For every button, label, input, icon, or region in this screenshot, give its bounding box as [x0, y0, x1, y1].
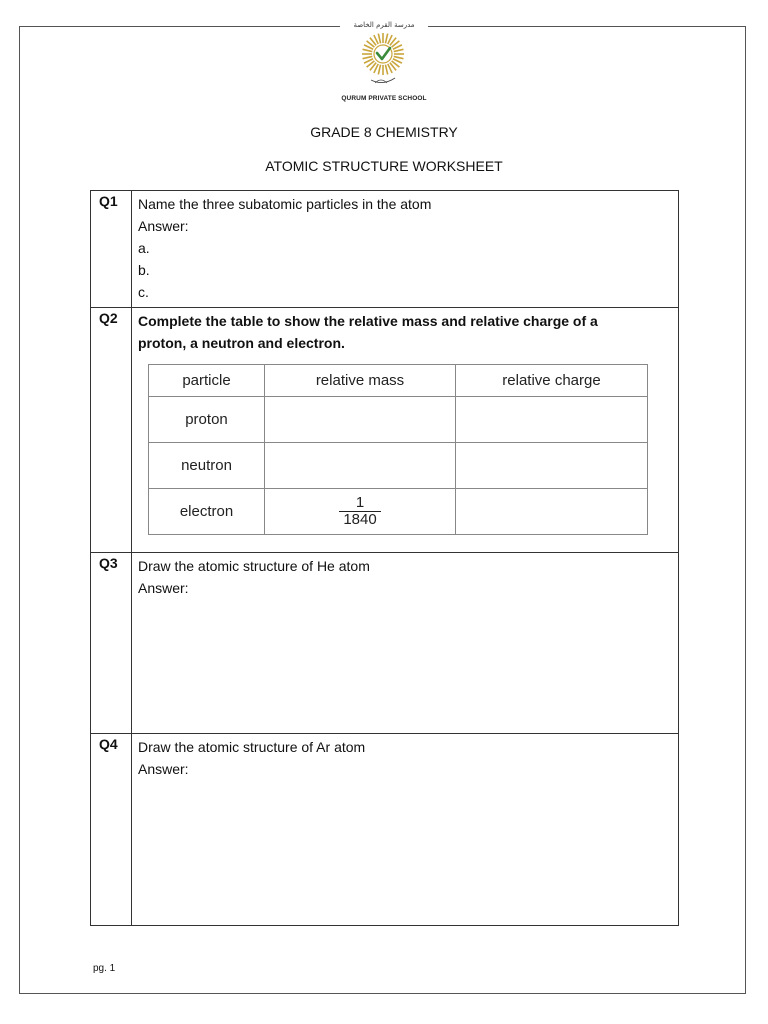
column-header-relative-mass: relative mass [265, 365, 456, 397]
logo-ray [378, 65, 380, 75]
table-row [149, 443, 648, 489]
logo-ray [363, 56, 373, 58]
question-body [132, 308, 679, 553]
page-number: pg. 1 [93, 963, 116, 974]
worksheet-table [90, 190, 679, 926]
question-prompt: Draw the atomic structure of Ar atom [138, 739, 366, 755]
fraction-numerator: 1 [339, 495, 380, 512]
question-body[interactable] [132, 734, 679, 926]
particle-cell: neutron [149, 443, 265, 489]
relative-mass-cell [265, 489, 456, 535]
question-prompt: Name the three subatomic particles in the atom [138, 196, 432, 212]
particle-cell: electron [149, 489, 265, 535]
answer-option-c[interactable]: c. [138, 284, 149, 300]
relative-charge-cell[interactable] [456, 443, 648, 489]
question-number: Q4 [91, 734, 132, 926]
answer-option-b[interactable]: b. [138, 262, 150, 278]
question-row-q4 [91, 734, 679, 926]
question-body [132, 191, 679, 308]
question-body[interactable] [132, 553, 679, 734]
arabic-school-name: مدرسة القرم الخاصة [340, 17, 428, 33]
logo-ray [363, 49, 373, 51]
column-header-particle: particle [149, 365, 265, 397]
question-row-q2 [91, 308, 679, 553]
column-header-relative-charge: relative charge [456, 365, 648, 397]
answer-option-a[interactable]: a. [138, 240, 150, 256]
table-row [149, 397, 648, 443]
question-number: Q1 [91, 191, 132, 308]
question-number: Q3 [91, 553, 132, 734]
question-row-q3 [91, 553, 679, 734]
question-prompt-line-1: Complete the table to show the relative mass and relative charge of a [138, 313, 598, 329]
logo-ray [394, 56, 404, 58]
mass-fraction [339, 495, 380, 528]
relative-mass-cell[interactable] [265, 397, 456, 443]
particle-table [148, 364, 648, 535]
school-name: QURUM PRIVATE SCHOOL [341, 95, 427, 102]
page-title: GRADE 8 CHEMISTRY [310, 124, 458, 140]
answer-label: Answer: [138, 761, 189, 777]
fraction-denominator: 1840 [343, 511, 377, 528]
logo-ray [378, 34, 380, 44]
particle-cell: proton [149, 397, 265, 443]
question-prompt: Draw the atomic structure of He atom [138, 558, 370, 574]
answer-label: Answer: [138, 580, 189, 596]
worksheet-title: ATOMIC STRUCTURE WORKSHEET [265, 158, 503, 174]
question-prompt-line-2: proton, a neutron and electron. [138, 335, 345, 351]
logo-ray [394, 49, 404, 51]
relative-charge-cell[interactable] [456, 489, 648, 535]
question-number: Q2 [91, 308, 132, 553]
logo-ray [385, 34, 387, 44]
relative-mass-cell[interactable] [265, 443, 456, 489]
answer-label: Answer: [138, 218, 189, 234]
question-row-q1 [91, 191, 679, 308]
school-logo-icon [357, 30, 409, 88]
relative-charge-cell[interactable] [456, 397, 648, 443]
logo-ray [385, 65, 387, 75]
table-row [149, 489, 648, 535]
